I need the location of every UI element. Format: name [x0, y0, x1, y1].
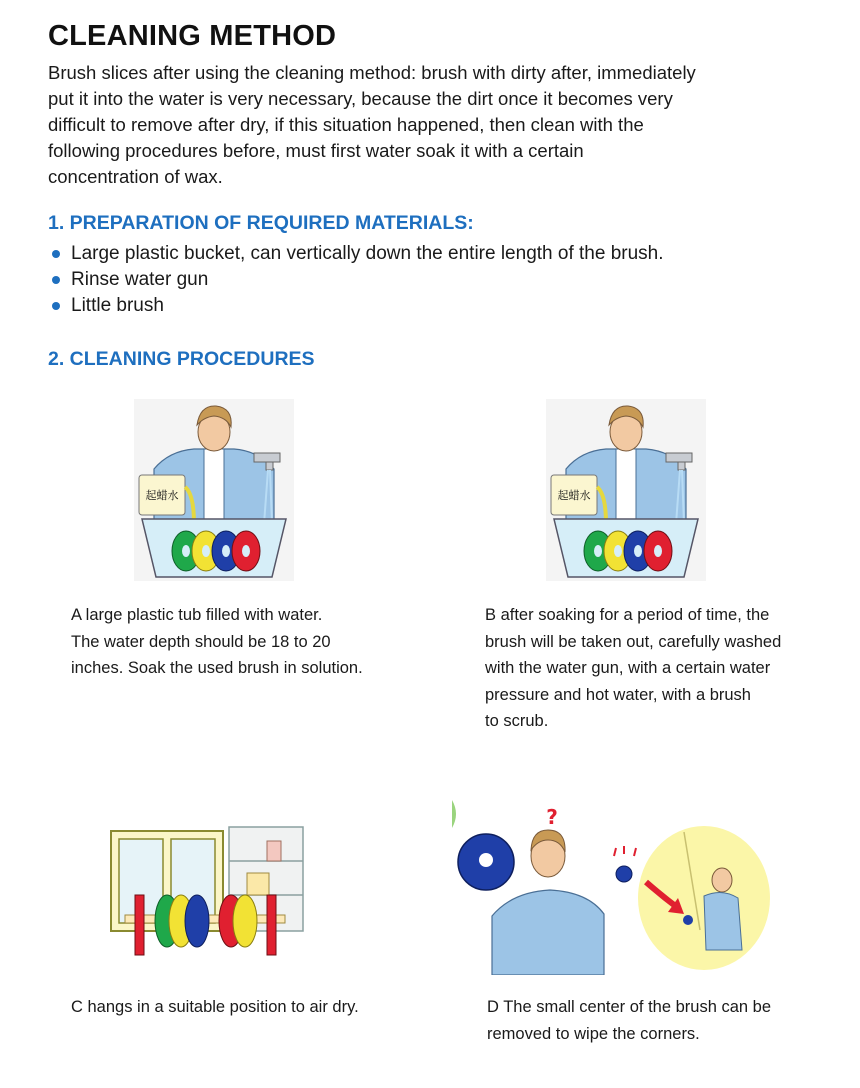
caption-line: A large plastic tub filled with water.	[71, 606, 323, 624]
caption-step-c	[71, 994, 359, 1021]
bullet-icon	[52, 250, 60, 258]
caption-line: pressure and hot water, with a brush	[485, 685, 751, 704]
caption-line: to scrub.	[485, 712, 549, 730]
bottle-label: 起蜡水	[145, 489, 179, 502]
caption-line: The water depth should be 18 to 20	[71, 632, 331, 651]
illustration-rinse-tub	[546, 399, 706, 581]
illustration-soak-tub	[134, 399, 294, 581]
page-title: CLEANING METHOD	[48, 20, 337, 52]
list-item-text: Little brush	[71, 295, 164, 316]
list-item-text: Rinse water gun	[71, 269, 209, 290]
caption-line: D The small center of the brush can be	[487, 998, 772, 1016]
materials-list	[48, 241, 664, 319]
caption-line: C hangs in a suitable position to air dry.	[71, 998, 359, 1016]
list-item	[48, 267, 664, 293]
list-item-text: Large plastic bucket, can vertically down the entire length of the brush.	[71, 243, 664, 264]
caption-step-a	[71, 602, 363, 682]
question-mark: ?	[546, 805, 558, 829]
illustration-drying-rack	[107, 823, 307, 966]
intro-line: Brush slices after using the cleaning method: brush with dirty after, immediately	[48, 62, 696, 83]
bullet-icon	[52, 302, 60, 310]
caption-line: brush will be taken out, carefully washed	[485, 632, 782, 651]
intro-line: put it into the water is very necessary, because the dirt once it becomes very	[48, 88, 673, 109]
intro-line: difficult to remove after dry, if this situation happened, then clean with the	[48, 114, 644, 135]
list-item	[48, 293, 664, 319]
list-item	[48, 241, 664, 267]
caption-line: B after soaking for a period of time, the	[485, 606, 770, 624]
caption-line: inches. Soak the used brush in solution.	[71, 659, 363, 677]
intro-line: following procedures before, must first water soak it with a certain	[48, 140, 584, 161]
caption-line: removed to wipe the corners.	[487, 1024, 700, 1043]
caption-step-b	[485, 602, 781, 735]
caption-line: with the water gun, with a certain water	[485, 659, 771, 677]
section-heading-materials: 1. PREPARATION OF REQUIRED MATERIALS:	[48, 212, 474, 234]
intro-paragraph	[48, 60, 788, 190]
section-heading-procedures: 2. CLEANING PROCEDURES	[48, 348, 315, 370]
illustration-wipe-corners	[452, 800, 770, 975]
intro-line: concentration of wax.	[48, 166, 223, 187]
caption-step-d	[487, 994, 771, 1047]
bullet-icon	[52, 276, 60, 284]
bottle-label: 起蜡水	[557, 489, 591, 502]
